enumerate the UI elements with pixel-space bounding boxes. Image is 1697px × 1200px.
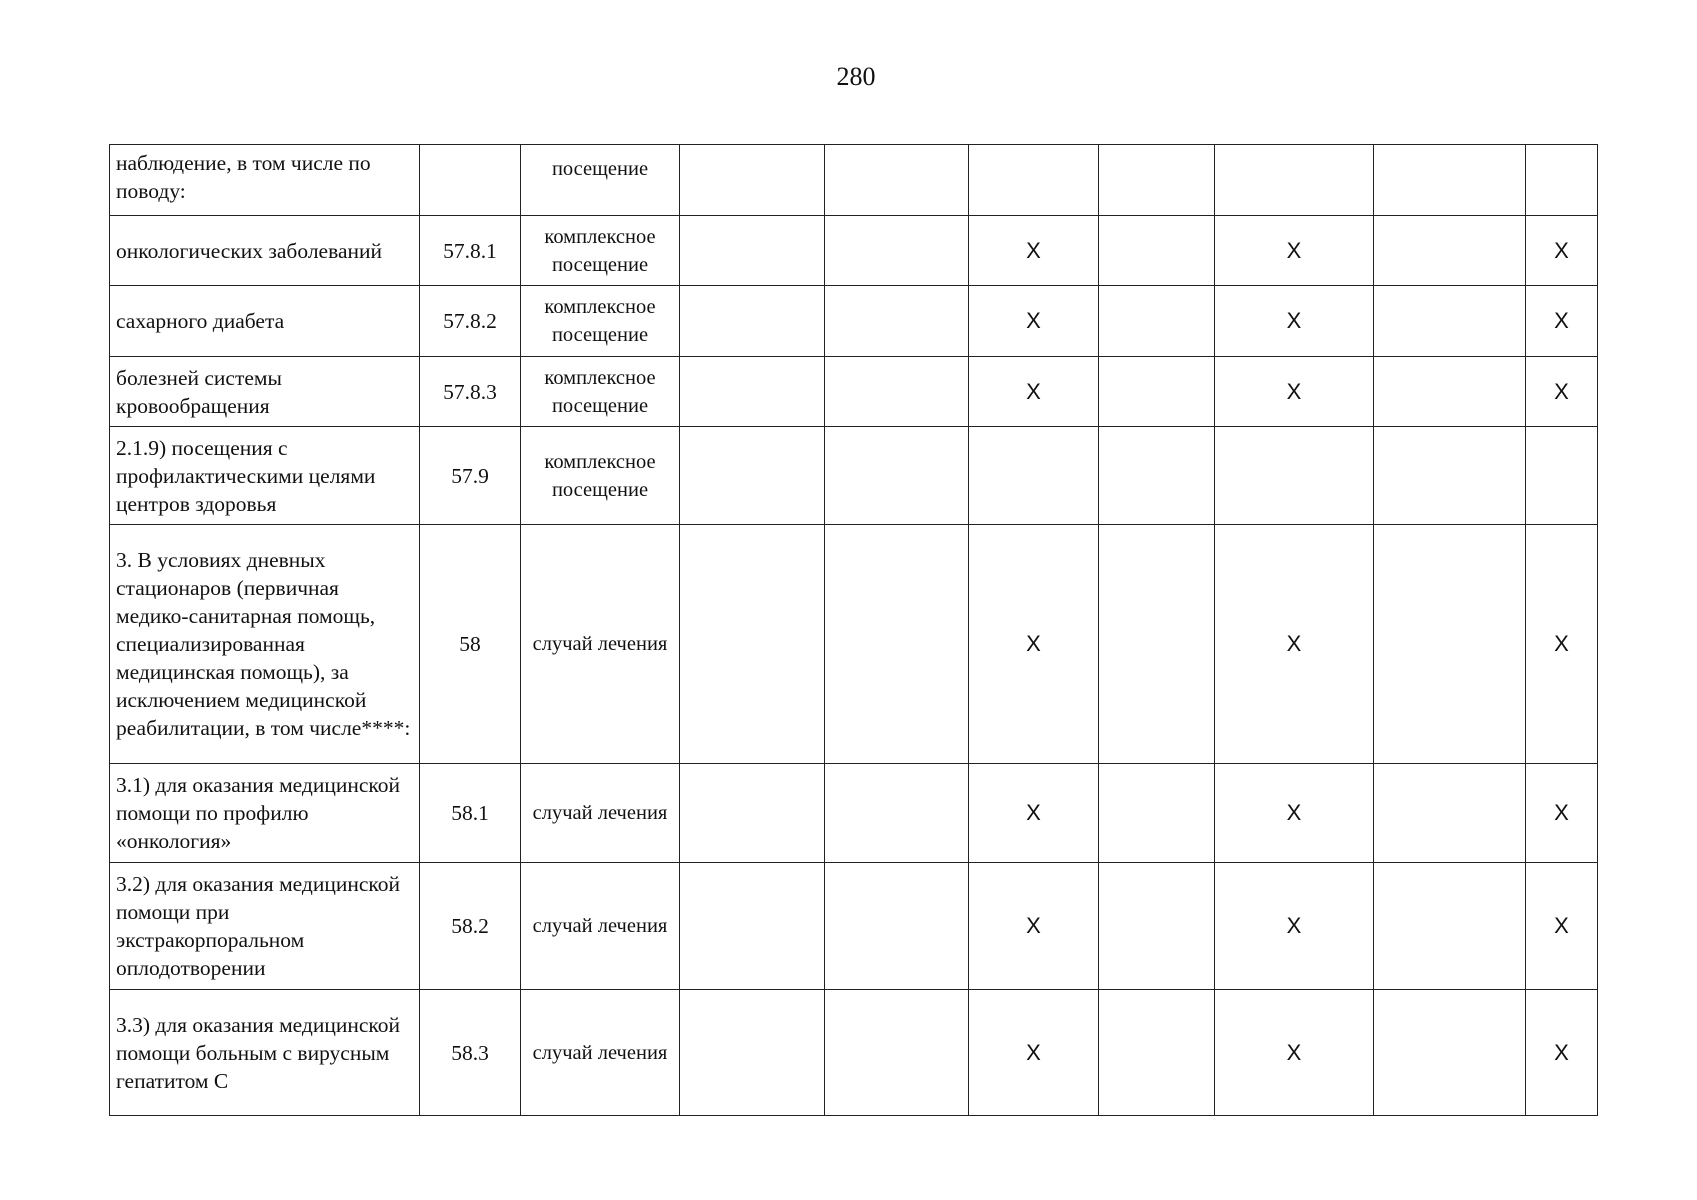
row-value-cell: X (1215, 525, 1374, 764)
row-code-cell: 57.8.1 (420, 216, 521, 286)
row-unit-cell: комплексное посещение (521, 286, 680, 357)
row-value-cell (1374, 990, 1526, 1116)
row-value-cell: X (1526, 216, 1598, 286)
row-value-cell (1374, 525, 1526, 764)
row-value-cell (1374, 286, 1526, 357)
row-value-cell (1374, 357, 1526, 427)
table-row (110, 764, 1598, 863)
row-value-cell (1099, 286, 1215, 357)
row-value-cell (1099, 990, 1215, 1116)
row-name-cell: наблюдение, в том числе по поводу: (110, 145, 420, 216)
row-unit-cell: посещение (521, 145, 680, 216)
row-code-cell: 58.2 (420, 863, 521, 990)
row-name-cell: болезней системы кровообращения (110, 357, 420, 427)
row-value-cell (680, 145, 825, 216)
row-value-cell: X (969, 286, 1099, 357)
row-value-cell (825, 357, 969, 427)
table-row (110, 427, 1598, 525)
row-unit-cell: случай лечения (521, 863, 680, 990)
table-row (110, 286, 1598, 357)
row-name-cell: 3. В условиях дневных стационаров (первичная медико-санитарная помощь, специализированная медицинская помощь), за исключением медицинской реабилитации, в том числе****: (110, 525, 420, 764)
row-value-cell (1099, 216, 1215, 286)
row-value-cell (1374, 764, 1526, 863)
row-value-cell (680, 764, 825, 863)
row-value-cell (680, 357, 825, 427)
row-value-cell (1099, 427, 1215, 525)
row-name-cell: 3.2) для оказания медицинской помощи при экстракорпоральном оплодотворении (110, 863, 420, 990)
table-row (110, 863, 1598, 990)
page-number: 280 (836, 62, 876, 91)
row-unit-cell: комплексное посещение (521, 357, 680, 427)
row-value-cell: X (969, 863, 1099, 990)
row-value-cell (969, 145, 1099, 216)
row-value-cell (969, 427, 1099, 525)
row-value-cell: X (969, 525, 1099, 764)
row-value-cell (825, 990, 969, 1116)
row-value-cell: X (1526, 990, 1598, 1116)
row-value-cell (1099, 357, 1215, 427)
row-name-cell: 3.3) для оказания медицинской помощи больным с вирусным гепатитом С (110, 990, 420, 1116)
row-code-cell: 58.3 (420, 990, 521, 1116)
row-value-cell (825, 863, 969, 990)
row-value-cell: X (1526, 286, 1598, 357)
row-value-cell (1374, 427, 1526, 525)
table-row (110, 145, 1598, 216)
table-row (110, 216, 1598, 286)
row-value-cell (1374, 863, 1526, 990)
row-code-cell: 58.1 (420, 764, 521, 863)
row-value-cell: X (1215, 990, 1374, 1116)
row-value-cell (680, 990, 825, 1116)
table-row (110, 357, 1598, 427)
row-value-cell: X (969, 216, 1099, 286)
row-value-cell: X (1526, 764, 1598, 863)
row-unit-cell: случай лечения (521, 764, 680, 863)
row-value-cell: X (1526, 863, 1598, 990)
row-value-cell (1099, 863, 1215, 990)
row-value-cell (680, 216, 825, 286)
row-code-cell: 57.9 (420, 427, 521, 525)
row-value-cell (825, 764, 969, 863)
row-name-cell: 2.1.9) посещения с профилактическими целями центров здоровья (110, 427, 420, 525)
row-unit-cell: случай лечения (521, 990, 680, 1116)
row-value-cell: X (1215, 216, 1374, 286)
row-value-cell: X (969, 990, 1099, 1116)
row-value-cell (1374, 145, 1526, 216)
row-value-cell (680, 525, 825, 764)
row-value-cell (1215, 427, 1374, 525)
row-name-cell: сахарного диабета (110, 286, 420, 357)
row-value-cell (825, 145, 969, 216)
row-value-cell (1099, 525, 1215, 764)
row-value-cell (825, 216, 969, 286)
row-code-cell (420, 145, 521, 216)
row-value-cell: X (1526, 357, 1598, 427)
row-code-cell: 57.8.2 (420, 286, 521, 357)
row-value-cell: X (969, 764, 1099, 863)
row-name-cell: онкологических заболеваний (110, 216, 420, 286)
row-value-cell (680, 427, 825, 525)
row-value-cell (1374, 216, 1526, 286)
row-unit-cell: комплексное посещение (521, 427, 680, 525)
row-unit-cell: комплексное посещение (521, 216, 680, 286)
row-value-cell (825, 525, 969, 764)
row-value-cell (825, 286, 969, 357)
row-value-cell: X (1215, 863, 1374, 990)
row-code-cell: 58 (420, 525, 521, 764)
row-value-cell: X (1526, 525, 1598, 764)
row-value-cell: X (1215, 357, 1374, 427)
row-value-cell: X (1215, 764, 1374, 863)
row-unit-cell: случай лечения (521, 525, 680, 764)
data-table (109, 144, 1598, 1116)
table-row (110, 990, 1598, 1116)
row-code-cell: 57.8.3 (420, 357, 521, 427)
row-value-cell (825, 427, 969, 525)
row-value-cell: X (969, 357, 1099, 427)
row-name-cell: 3.1) для оказания медицинской помощи по профилю «онкология» (110, 764, 420, 863)
row-value-cell (680, 863, 825, 990)
row-value-cell (1099, 764, 1215, 863)
row-value-cell (680, 286, 825, 357)
row-value-cell: X (1215, 286, 1374, 357)
row-value-cell (1526, 427, 1598, 525)
table-row (110, 525, 1598, 764)
row-value-cell (1526, 145, 1598, 216)
row-value-cell (1215, 145, 1374, 216)
row-value-cell (1099, 145, 1215, 216)
